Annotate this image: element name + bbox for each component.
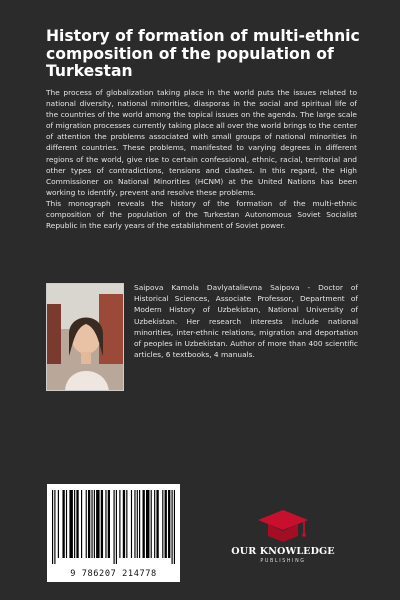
publisher-tagline: PUBLISHING: [260, 559, 306, 564]
book-description: [46, 87, 357, 231]
description-paragraph-1: The process of globalization taking place in the world puts the issues related to national diversity, national minorities, diasporas in the social and spiritual life of the countries of the world among the topical issues on the agenda. The large scale of migration processes currently taking place all over the world brings to the center of attention the problems associated with small groups of national minorities in different countries. These problems, manifested to varying degrees in different regions of the world, give rise to certain confessional, ethnic, racial, territorial and other types of contradictions, tensions and clashes. In this regard, the High Commissioner on National Minorities (HCNM) at the United Nations has been working to identify, prevent and resolve these problems.: [46, 88, 357, 197]
author-biography: Saipova Kamola Davlyatalievna Saipova - Doctor of Historical Sciences, Associate Professor, Department of Modern History of Uzbekistan, National University of Uzbekistan. Her research interests include national minorities, inter-ethnic relations, migration and deportation of peoples in Uzbekistan. Author of more than 400 scientific articles, 6 textbooks, 4 manuals.: [134, 283, 358, 360]
publisher-name: OUR KNOWLEDGE: [231, 546, 335, 557]
barcode-icon: [52, 490, 175, 564]
book-title: History of formation of multi-ethnic composition of the population of Turkestan: [46, 27, 360, 80]
author-photo: [46, 283, 124, 391]
graduation-cap-icon: [226, 506, 340, 546]
barcode-number: 9 786207 214778: [70, 569, 157, 579]
publisher-logo: [226, 506, 340, 572]
author-portrait-illustration: [47, 284, 124, 391]
description-paragraph-2: This monograph reveals the history of the formation of the multi-ethnic composition of the population of the Turkestan Autonomous Soviet Socialist Republic in the early years of the establishment of Soviet power.: [46, 198, 357, 231]
isbn-barcode: [47, 484, 180, 582]
